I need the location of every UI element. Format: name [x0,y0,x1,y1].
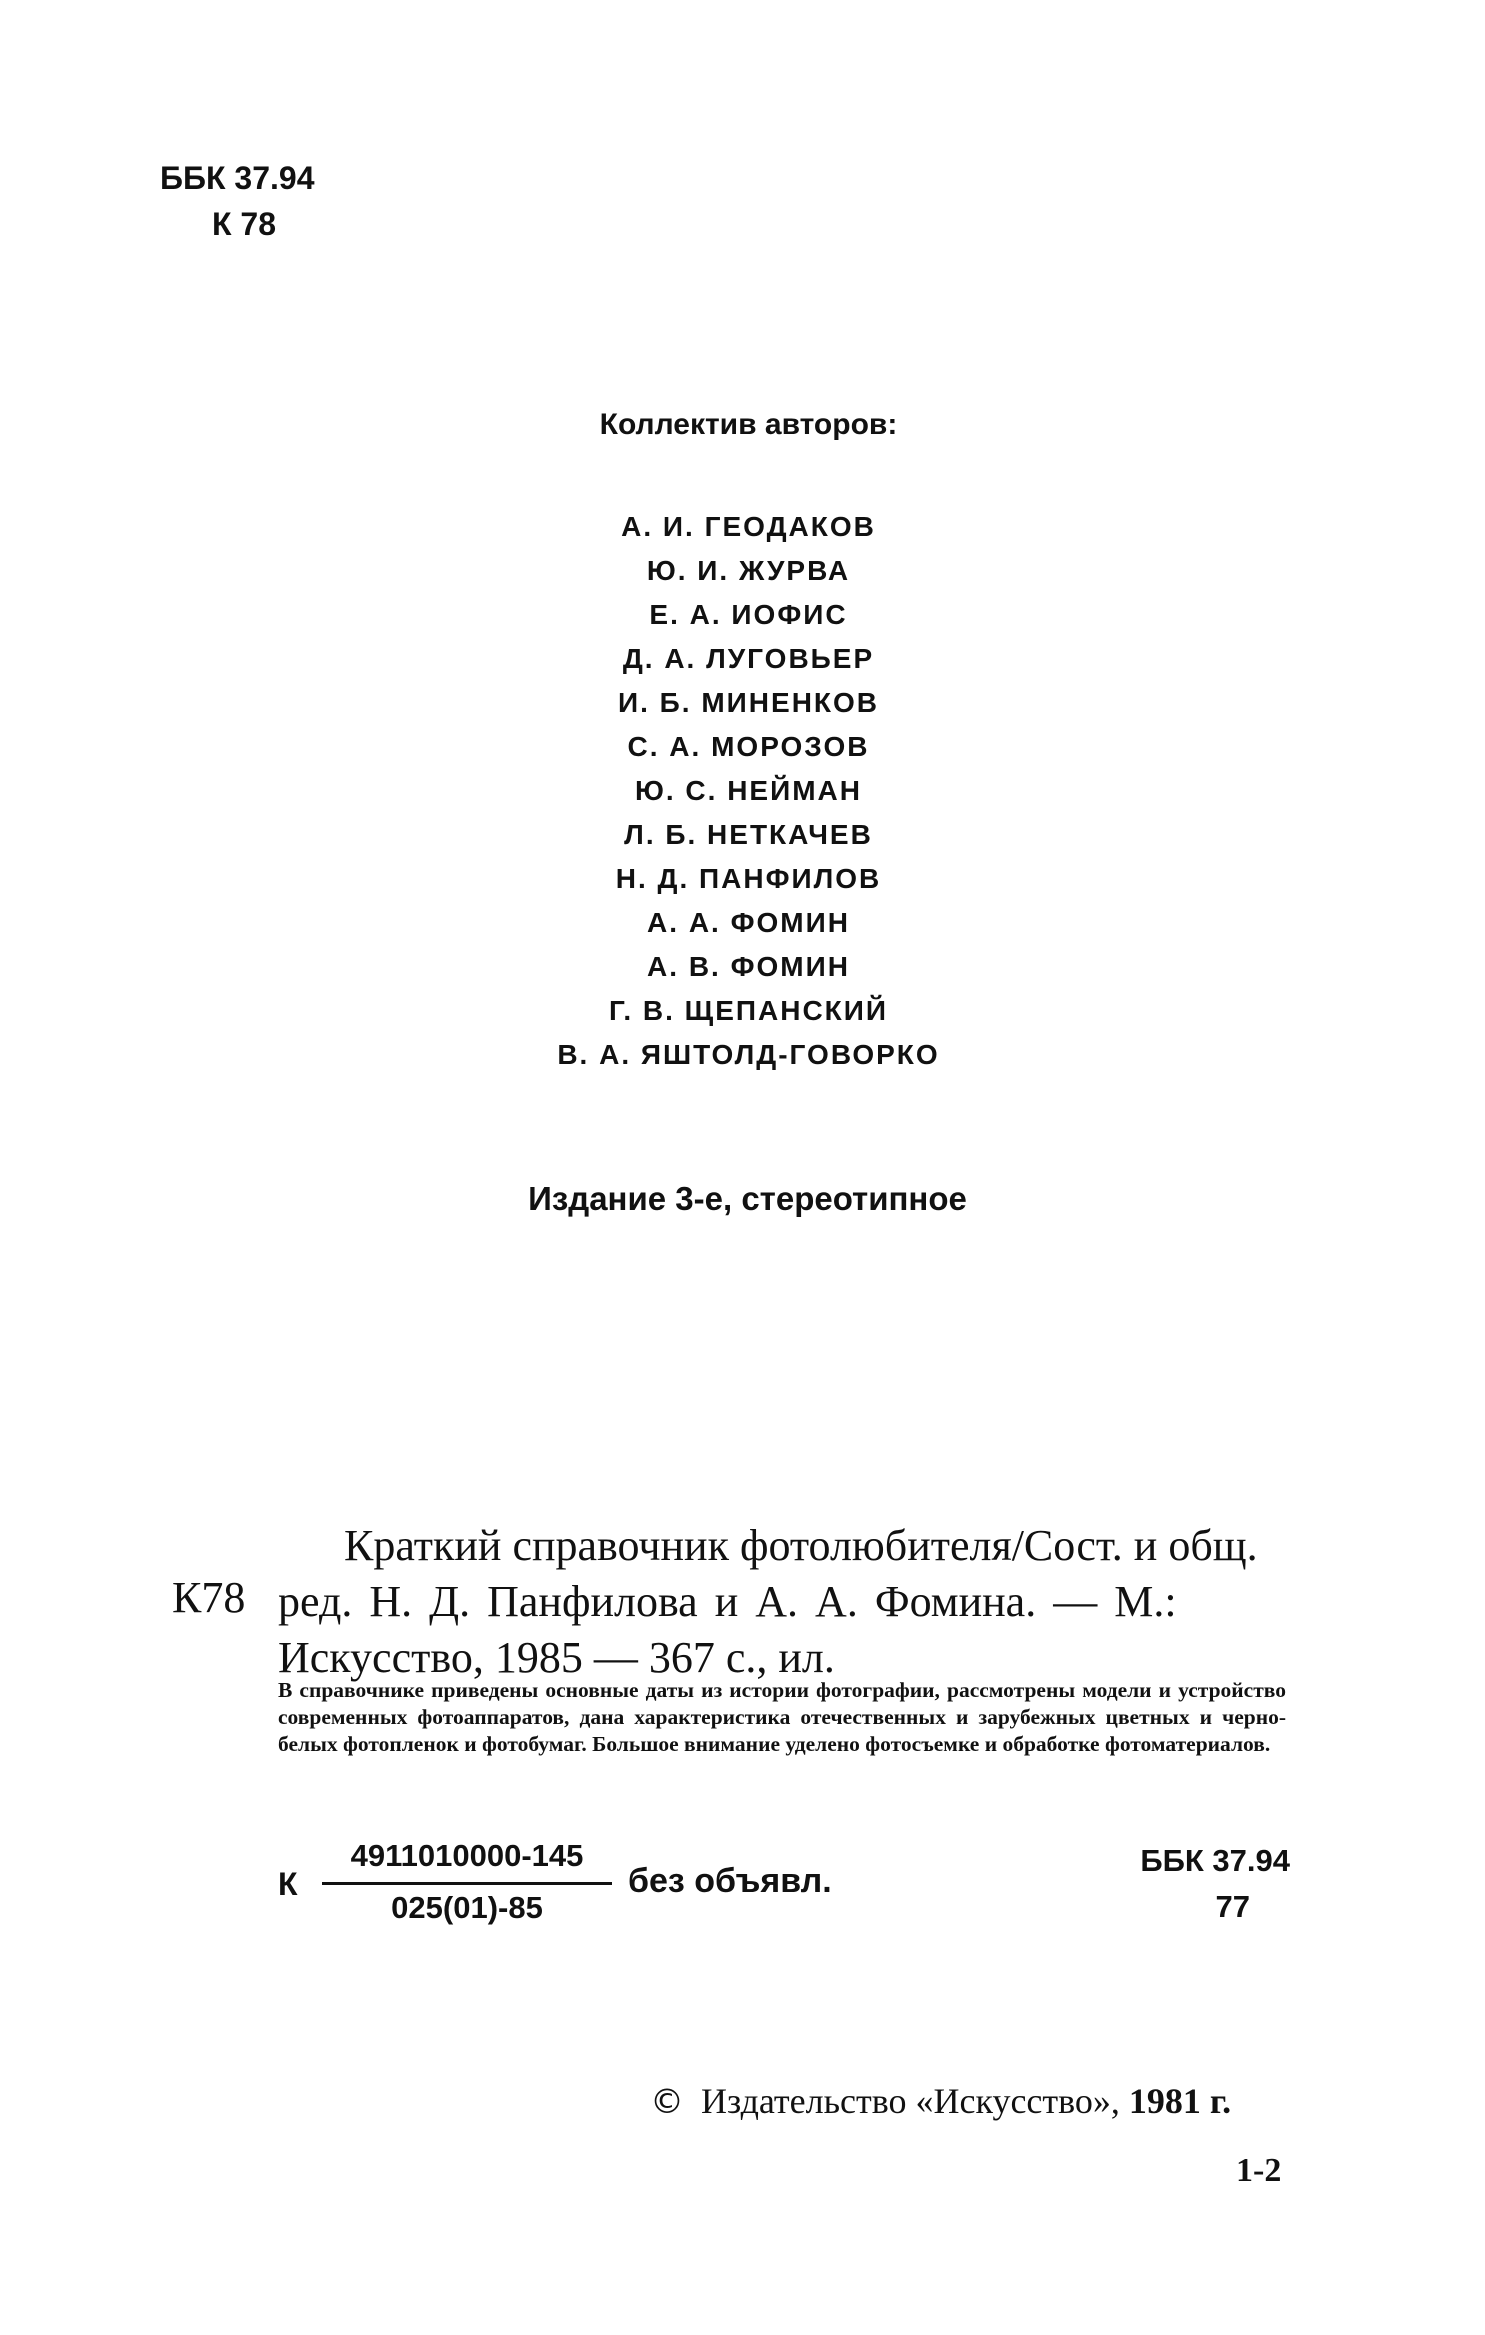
price-note: без объявл. [628,1862,832,1900]
bbk-classification-bottom [1100,1838,1290,1930]
author-name: Н. Д. ПАНФИЛОВ [615,863,882,894]
author-name: А. А. ФОМИН [647,907,850,938]
price-code-denominator: 025(01)-85 [391,1890,543,1925]
author-name: Ю. С. НЕЙМАН [635,775,862,806]
bib-line-1: Краткий справочник фотолюбителя/Сост. и общ. [344,1521,1258,1570]
authors-list [0,505,1485,1077]
bib-line-2: ред. Н. Д. Панфилова и А. А. Фомина. — М.: [278,1577,1177,1626]
bbk-classification-top [160,155,315,247]
copyright-icon: © [650,2082,684,2122]
author-name: С. А. МОРОЗОВ [627,731,870,762]
price-code-numerator: 4911010000-145 [350,1838,584,1873]
edition-note: Издание 3-е, стереотипное [528,1180,967,1217]
bbk-number: 77 [1215,1889,1250,1924]
author-sign: К 78 [212,206,277,242]
catalog-index: К78 [172,1573,246,1622]
author-name: А. В. ФОМИН [647,951,850,982]
copyright-year: 1981 г. [1128,2081,1232,2121]
annotation: В справочнике приведены основные даты из истории фотографии, рассмотрены модели и устройство современных фотоаппаратов, дана характеристика отечественных и зарубежных цветных и черно-белых фотопленок и фотобумаг. Большое внимание уделено фотосъемке и обработке фотоматериалов. [278,1678,1286,1756]
author-name: Л. Б. НЕТКАЧЕВ [624,819,873,850]
author-name: Ю. И. ЖУРВА [646,555,851,586]
publisher: Издательство «Искусство», [701,2081,1120,2121]
price-code-letter: К [278,1866,298,1902]
copyright-line [650,2080,1231,2122]
author-name: Е. А. ИОФИС [649,599,848,630]
bbk-code: ББК 37.94 [160,160,315,196]
bbk-code: ББК 37.94 [1140,1843,1290,1878]
bib-line-3: Искусство, 1985 — 367 с., ил. [278,1633,835,1682]
author-name: А. И. ГЕОДАКОВ [621,511,876,542]
author-name: В. А. ЯШТОЛД-ГОВОРКО [557,1039,940,1070]
author-name: Г. В. ЩЕПАНСКИЙ [608,995,889,1026]
bibliographic-description [278,1518,1286,1686]
author-name: Д. А. ЛУГОВЬЕР [622,643,875,674]
author-name: И. Б. МИНЕНКОВ [617,687,880,718]
signature-mark: 1-2 [1236,2152,1282,2189]
fraction-bar [322,1882,612,1885]
authors-heading: Коллектив авторов: [599,408,898,441]
